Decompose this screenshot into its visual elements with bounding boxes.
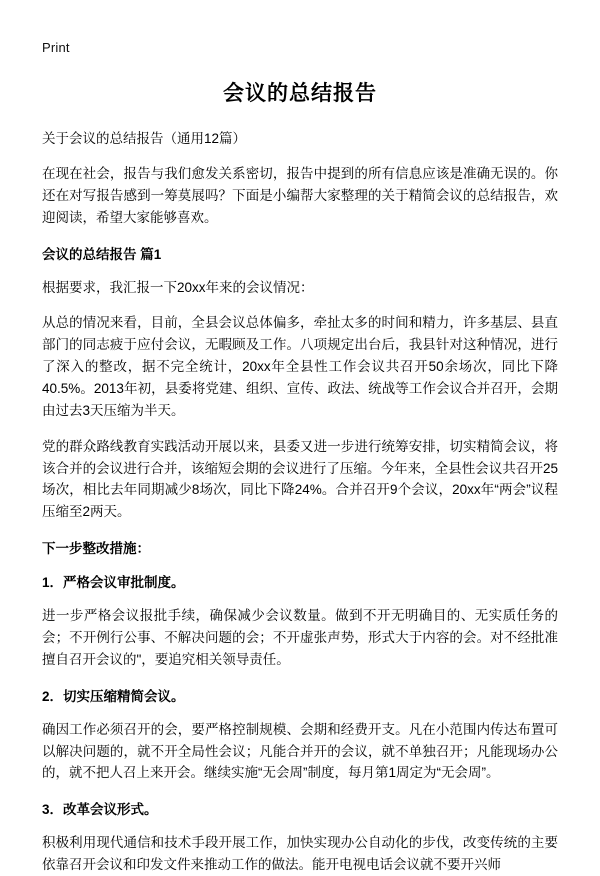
print-label[interactable]: Print bbox=[42, 40, 70, 55]
measure-heading-2: 2．切实压缩精简会议。 bbox=[42, 688, 185, 704]
section-heading-1: 会议的总结报告 篇1 bbox=[42, 246, 162, 262]
paragraph-3: 党的群众路线教育实践活动开展以来，县委又进一步进行统筹安排，切实精简会议，将该合并的会议进行合并，该缩短会期的会议进行了压缩。今年来，全县性会议共召开25场次，相比去年同期减少8场次，同比下降24%。合并召开9个会议，20xx年“两会”议程压缩至2两天。 bbox=[42, 438, 558, 520]
measure-text-2: 确因工作必须召开的会，要严格控制规模、会期和经费开支。凡在小范围内传达布置可以解决问题的，就不开全局性会议；凡能合并开的会议，就不单独召开；凡能现场办公的，就不把人召上来开会。继续实施“无会周”制度，每月第1周定为“无会周”。 bbox=[42, 721, 558, 781]
page-title: 会议的总结报告 bbox=[223, 82, 377, 105]
paragraph-1: 根据要求，我汇报一下20xx年来的会议情况： bbox=[42, 279, 314, 295]
measure-heading-1: 1．严格会议审批制度。 bbox=[42, 575, 185, 591]
measure-text-1: 进一步严格会议报批手续，确保减少会议数量。做到不开无明确目的、无实质任务的会；不开例行公事、不解决问题的会；不开虚张声势，形式大于内容的会。对不经批准擅自召开会议的"，要追究相关领导责任。 bbox=[42, 608, 558, 667]
measure-heading-3: 3．改革会议形式。 bbox=[42, 802, 158, 818]
document-subtitle: 关于会议的总结报告（通用12篇） bbox=[42, 131, 247, 146]
intro-paragraph: 在现在社会，报告与我们愈发关系密切，报告中提到的所有信息应该是准确无误的。你还在对写报告感到一筹莫展吗？下面是小编帮大家整理的关于精简会议的总结报告，欢迎阅读，希望大家能够喜欢。 bbox=[42, 166, 558, 225]
paragraph-2: 从总的情况来看，目前，全县会议总体偏多，牵扯太多的时间和精力，许多基层、县直部门的同志疲于应付会议，无暇顾及工作。八项规定出台后，我县针对这种情况，进行了深入的整改，据不完全统计，20xx年全县性工作会议共召开50余场次，同比下降40.5%。2013年初，县委将党建、组织、宣传、政法、统战等工作会议合并召开，会期由过去3天压缩为半天。 bbox=[42, 315, 558, 418]
measures-heading: 下一步整改措施： bbox=[42, 541, 150, 557]
measure-text-3: 积极利用现代通信和技术手段开展工作，加快实现办公自动化的步伐，改变传统的主要依靠召开会议和印发文件来推动工作的做法。能开电视电话会议就不要开兴师 bbox=[42, 835, 558, 873]
